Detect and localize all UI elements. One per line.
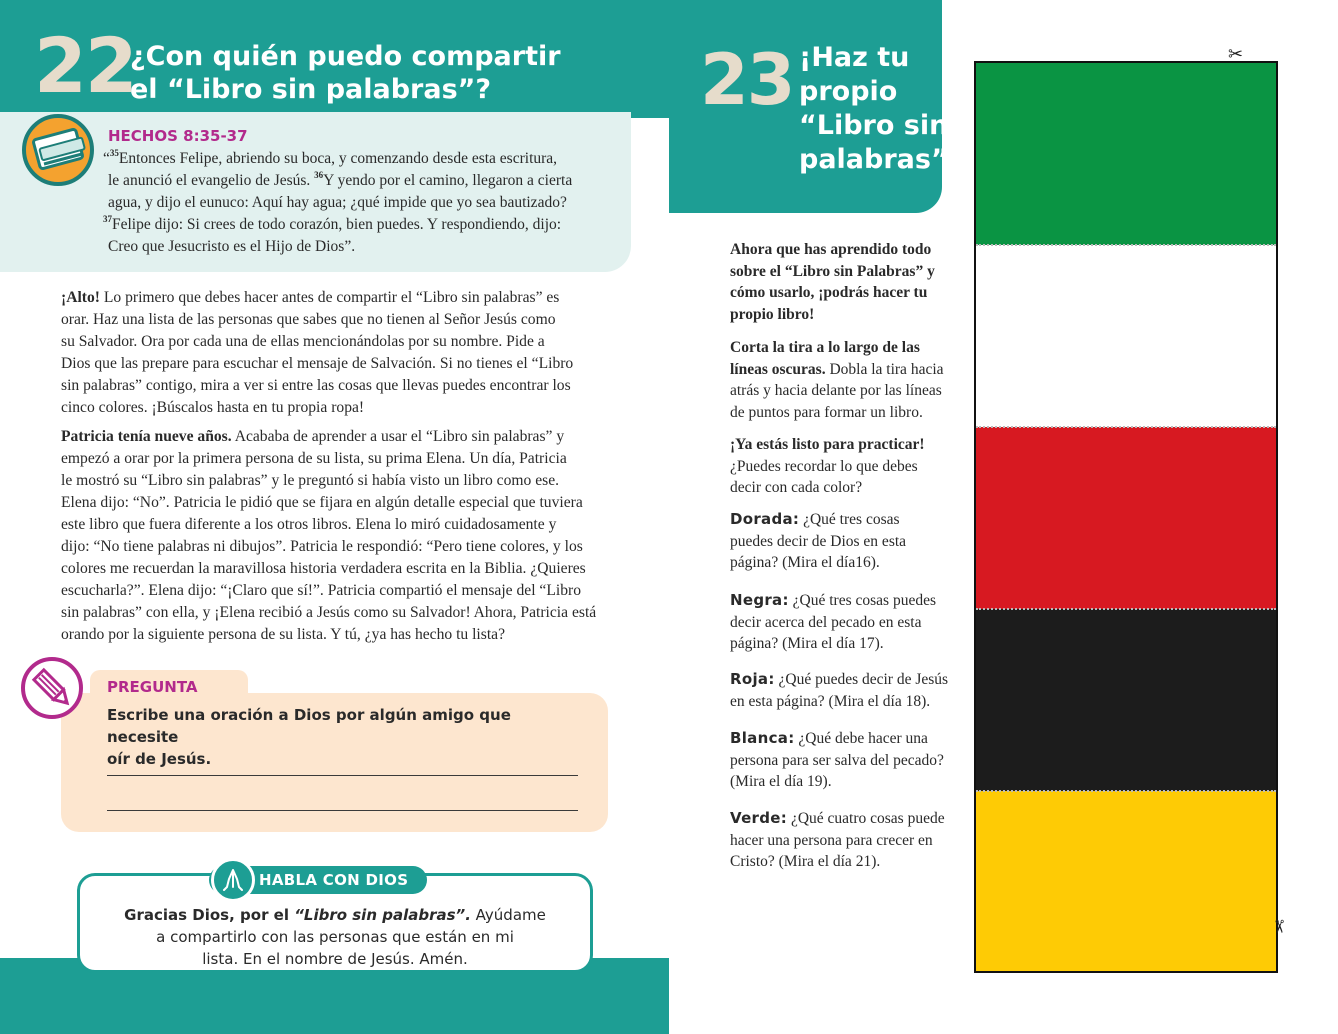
scripture-line: Creo que Jesucristo es el Hijo de Dios”.: [108, 238, 356, 255]
black-band: [976, 609, 1276, 791]
yellow-band: [976, 791, 1276, 971]
question-label: PREGUNTA: [107, 678, 198, 696]
fold-line: [976, 426, 1276, 428]
color-question-negra: Negra: ¿Qué tres cosas puedes decir acerca del pecado en esta página? (Mira el día 17).: [730, 591, 936, 653]
day-23-header: [669, 0, 962, 213]
question-text: Escribe una oración a Dios por algún amigo que necesite oír de Jesús.: [107, 706, 511, 768]
prayer-text: Gracias Dios, por el “Libro sin palabras”. Ayúdame a compartirlo con las personas que están en mi lista. En el nombre de Jesús. Amén.: [124, 906, 546, 968]
color-question-dorada: Dorada: ¿Qué tres cosas puedes decir de Dios en esta página? (Mira el día16).: [730, 510, 907, 572]
fold-line: [976, 244, 1276, 246]
red-band: [976, 427, 1276, 609]
page-title-line: el “Libro sin palabras”?: [130, 74, 492, 105]
scripture-line: “$^{35}$Entonces Felipe, abriendo su boca, y comenzando desde esta escritura,: [103, 148, 558, 167]
green-band: [976, 63, 1276, 245]
color-question-verde: Verde: ¿Qué cuatro cosas puede hacer una persona para crecer en Cristo? (Mira el día 21).: [730, 809, 945, 871]
pencil-icon: [21, 657, 83, 719]
scripture-line: agua, y dijo el eunuco: Aquí hay agua; ¿qué impide que yo sea bautizado?: [108, 194, 567, 211]
fold-line: [976, 790, 1276, 792]
scripture-box: [0, 112, 631, 272]
practice-intro: ¡Ya estás listo para practicar! ¿Puedes recordar lo que debes decir con cada color?: [730, 436, 925, 497]
color-question-blanca: Blanca: ¿Qué debe hacer una persona para ser salva del pecado? (Mira el día 19).: [730, 729, 944, 791]
scissors-icon: ✂: [1268, 918, 1290, 935]
scripture-text: [103, 148, 618, 258]
paragraph-alto: ¡Alto! Lo primero que debes hacer antes de compartir el “Libro sin palabras” es orar. Haz una lista de las personas que sabes que no tienen al Señor Jesús como su Salvador. Ora por cada una de ellas mencionándolas por su nombre. Pide a Dios que las prepare para escuchar el mensaje de Salvación. Si no tienes el “Libro sin palabras” contigo, mira a ver si entre las cosas que llevas puedes encontrar los cinco colores. ¡Búscalos hasta en tu propia ropa!: [61, 289, 574, 416]
scripture-line: $^{37}$Felipe dijo: Si crees de todo corazón, bien puedes. Y respondiendo, dijo:: [103, 214, 562, 233]
page-title: [130, 40, 650, 106]
page-title: ¡Haz tu propio “Libro sin palabras”!: [799, 42, 962, 175]
scripture-reference: HECHOS 8:35-37: [108, 127, 248, 145]
day-22-header: [0, 0, 669, 118]
white-band: [976, 245, 1276, 427]
answer-line-1[interactable]: [107, 775, 578, 776]
answer-line-2[interactable]: [107, 810, 578, 811]
page-title-line: ¿Con quién puedo compartir: [130, 41, 561, 72]
color-question-roja: Roja: ¿Qué puedes decir de Jesús en esta página? (Mira el día 18).: [730, 670, 949, 710]
color-strip[interactable]: [974, 61, 1278, 973]
cut-instructions: Corta la tira a lo largo de las líneas oscuras. Dobla la tira hacia atrás y hacia delante por las líneas de puntos para formar un libro.: [730, 339, 944, 421]
day-number: 22: [34, 21, 136, 110]
paragraph-patricia: Patricia tenía nueve años. Acababa de aprender a usar el “Libro sin palabras” y empezó a orar por la primera persona de su lista, su prima Elena. Un día, Patricia le mostró su “Libro sin palabras” y le preguntó si había visto un libro como ese. Elena dijo: “No”. Patricia le pidió que se fijara en algún detalle especial que tuviera este libro que fuera diferente a los otros libros. Elena lo miró cuidadosamente y dijo: “No tiene palabras ni dibujos”. Patricia le respondió: “Pero tiene colores, y los colores me recuerdan la maravillosa historia verdadera escrita en la Biblia. ¿Quieres escucharla?”. Elena dijo: “¡Claro que sí!”. Patricia compartió el mensaje del “Libro sin palabras” con ella, y ¡Elena recibió a Jesús como su Salvador! Ahora, Patricia está orando por la siguiente persona de su lista. Y tú, ¿ya has hecho tu lista?: [61, 428, 597, 643]
scissors-icon: ✂: [1228, 44, 1244, 65]
fold-line: [976, 608, 1276, 610]
bible-book-icon: [22, 114, 94, 186]
prayer-label: HABLA CON DIOS: [259, 871, 409, 889]
day-number: 23: [700, 39, 794, 121]
intro-text: Ahora que has aprendido todo sobre el “Libro sin Palabras” y cómo usarlo, ¡podrás hacer tu propio libro!: [730, 241, 935, 323]
praying-hands-icon: [211, 858, 255, 902]
scripture-line: le anunció el evangelio de Jesús. $^{36}$Y yendo por el camino, llegaron a cierta: [108, 170, 573, 189]
